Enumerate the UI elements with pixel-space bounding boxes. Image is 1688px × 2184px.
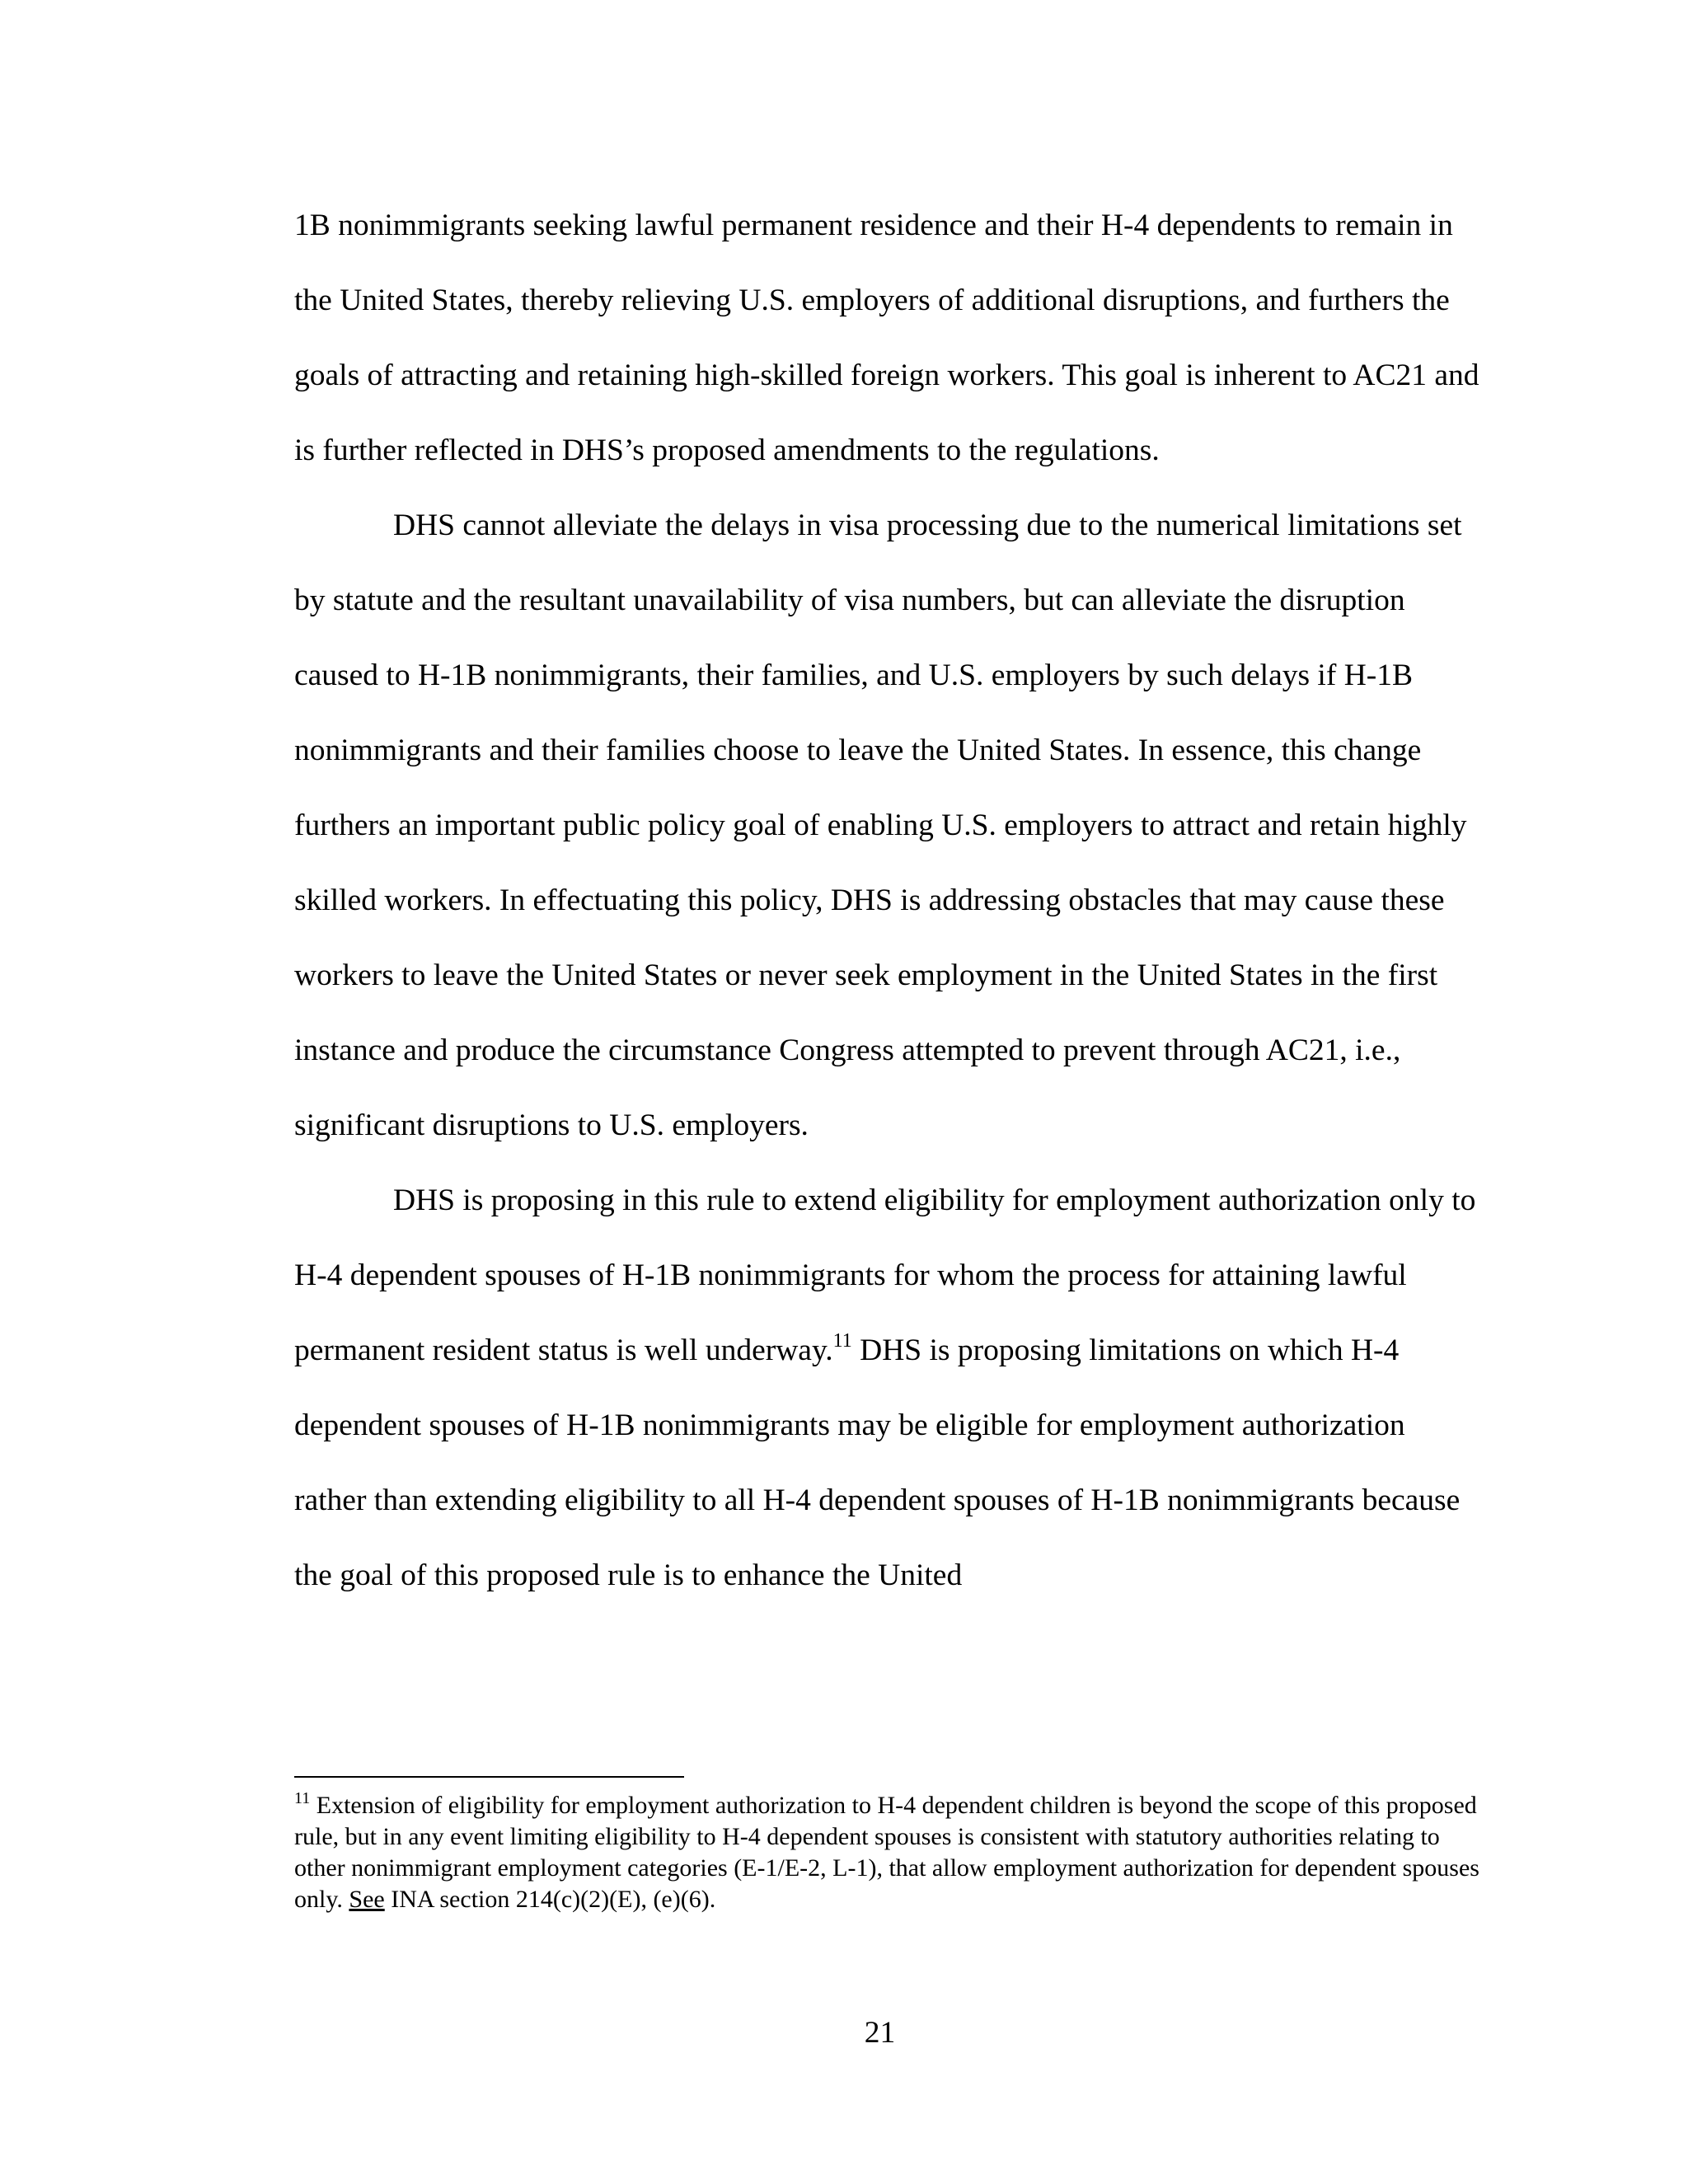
paragraph-3 — [294, 1163, 1481, 1613]
footnote-separator — [294, 1776, 684, 1778]
footnote-11 — [294, 1790, 1481, 1915]
footnote-reference-11: 11 — [832, 1330, 852, 1352]
page-number: 21 — [864, 2016, 896, 2050]
footnote-text-end: INA section 214(c)(2)(E), (e)(6). — [384, 1886, 716, 1913]
paragraph-3-text-start: DHS is proposing in this rule to extend eligibility for employment authorization only to H-4 dependent spouses of H-1B nonimmigrants for whom the process for attaining lawful permanent resident status is well underway. — [294, 1183, 1476, 1367]
body-text — [294, 188, 1481, 1613]
footnote-paragraph — [294, 1790, 1481, 1915]
paragraph-3-text-end: DHS is proposing limitations on which H-4 dependent spouses of H-1B nonimmigrants may be eligible for employment authorization rather than extending eligibility to all H-4 dependent spouses of H-1B nonimmigrants because the goal of this proposed rule is to enhance the United — [294, 1333, 1461, 1592]
footnote-text-start: Extension of eligibility for employment authorization to H-4 dependent children is beyond the scope of this proposed rule, but in any event limiting eligibility to H-4 dependent spouses is consistent with statutory authorities relating to other nonimmigrant employment categories (E-1/E-2, L-1), that allow employment authorization for dependent spouses only. — [294, 1792, 1479, 1913]
paragraph-2: DHS cannot alleviate the delays in visa processing due to the numerical limitations set by statute and the resultant unavailability of visa numbers, but can alleviate the disruption caused to H-1B nonimmigrants, their families, and U.S. employers by such delays if H-1B nonimmigrants and their families choose to leave the United States. In essence, this change furthers an important public policy goal of enabling U.S. employers to attract and retain highly skilled workers. In effectuating this policy, DHS is addressing obstacles that may cause these workers to leave the United States or never seek employment in the United States in the first instance and produce the circumstance Congress attempted to prevent through AC21, i.e., significant disruptions to U.S. employers. — [294, 509, 1467, 1142]
footnote-number: 11 — [294, 1789, 311, 1807]
paragraph-1: 1B nonimmigrants seeking lawful permanent residence and their H-4 dependents to remain in the United States, thereby relieving U.S. employers of additional disruptions, and furthers the goals of attracting and retaining high-skilled foreign workers. This goal is inherent to AC21 and is further reflected in DHS’s proposed amendments to the regulations. — [294, 209, 1479, 467]
footnote-see-signal: See — [349, 1886, 385, 1913]
